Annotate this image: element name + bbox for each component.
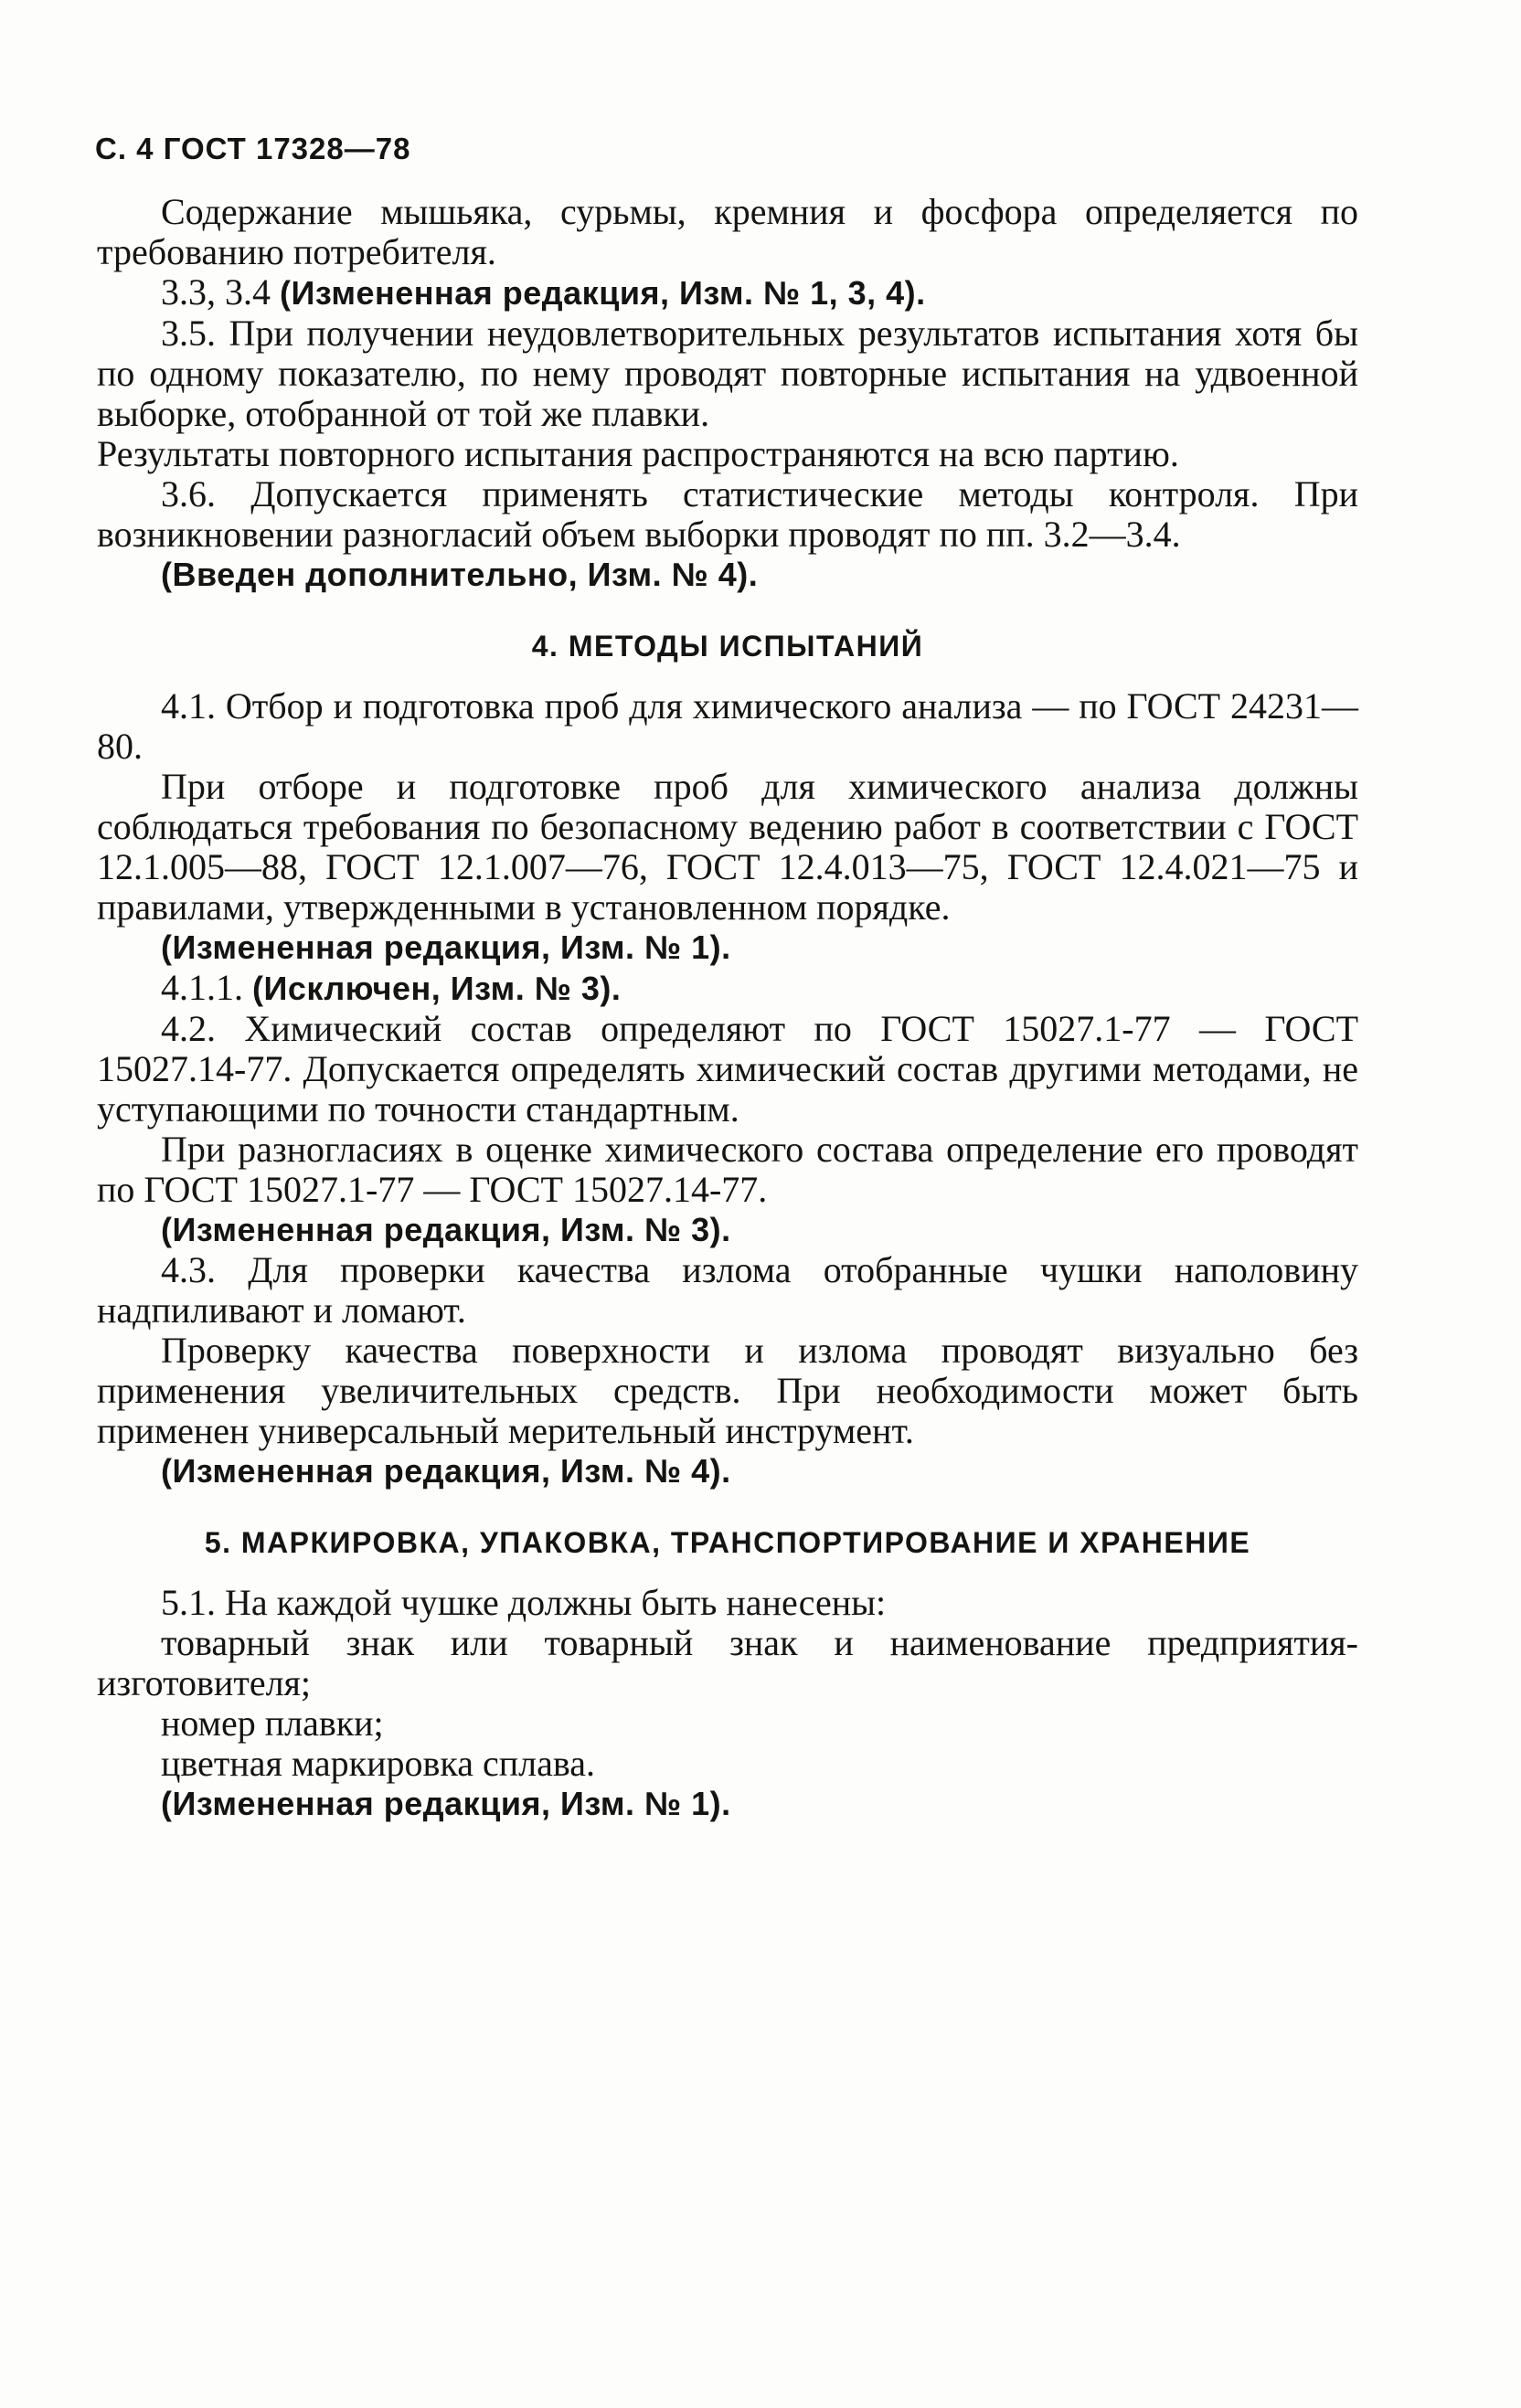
paragraph-3-6: 3.6. Допускается применять статистические методы контроля. При возникновении разногласий объем выборки проводят по пп. 3.2—3.4. [97, 473, 1358, 555]
list-item-melt-number: номер плавки; [161, 1703, 384, 1744]
clause-number: 3.3, 3.4 [161, 271, 280, 313]
amendment-note: (Измененная редакция, Изм. № 1, 3, 4). [280, 274, 926, 312]
section-heading-5: 5. МАРКИРОВКА, УПАКОВКА, ТРАНСПОРТИРОВАНИЕ И ХРАНЕНИЕ [204, 1526, 1251, 1559]
paragraph-retest-results: Результаты повторного испытания распространяются на всю партию. [97, 433, 1179, 474]
page-header: С. 4 ГОСТ 17328—78 [95, 132, 411, 165]
paragraph-3-5: 3.5. При получении неудовлетворительных результатов испытания хотя бы по одному показателю, по нему проводят повторные испытания на удвоенной выборке, отобранной от той же плавки. [97, 313, 1358, 434]
amendment-note: (Измененная редакция, Изм. № 1). [161, 928, 731, 966]
paragraph-3-3 [97, 272, 1358, 313]
paragraph-4-3: 4.3. Для проверки качества излома отобранные чушки наполовину надпиливают и ломают. [97, 1249, 1358, 1331]
paragraph-disputes: При разногласиях в оценке химического состава определение его проводят по ГОСТ 15027.1-77 — ГОСТ 15027.14-77. [97, 1129, 1358, 1210]
paragraph-4-2: 4.2. Химический состав определяют по ГОСТ 15027.1-77 — ГОСТ 15027.14-77. Допускается определять химический состав другими методами, не уступающими по точности стандартным. [97, 1008, 1358, 1130]
list-item-color-marking: цветная маркировка сплава. [161, 1743, 595, 1784]
paragraph-arsenic: Содержание мышьяка, сурьмы, кремния и фосфора определяется по требованию потребителя. [97, 191, 1358, 272]
amendment-note: (Введен дополнительно, Изм. № 4). [161, 556, 759, 593]
amendment-note: (Измененная редакция, Изм. № 1). [161, 1785, 731, 1822]
paragraph-4-1-1 [97, 968, 1358, 1009]
section-heading-4: 4. МЕТОДЫ ИСПЫТАНИЙ [531, 630, 924, 663]
paragraph-safety: При отборе и подготовке проб для химического анализа должны соблюдаться требования по безопасному ведению работ в соответствии с ГОСТ 12.1.005—88, ГОСТ 12.1.007—76, ГОСТ 12.4.013—75, ГОСТ 12.4.021—75 и правилами, утвержденными в установленном порядке. [97, 766, 1358, 928]
paragraph-visual-check: Проверку качества поверхности и излома проводят визуально без применения увеличительных средств. При необходимости может быть применен универсальный мерительный инструмент. [97, 1330, 1358, 1451]
amendment-note: (Измененная редакция, Изм. № 4). [161, 1452, 731, 1490]
paragraph-5-1: 5.1. На каждой чушке должны быть нанесены: [161, 1582, 887, 1623]
list-item-trademark: товарный знак или товарный знак и наименование предприятия-изготовителя; [97, 1622, 1358, 1703]
page-body [97, 192, 1358, 1824]
clause-number: 4.1.1. [161, 967, 252, 1008]
amendment-note: (Исключен, Изм. № 3). [252, 970, 622, 1007]
amendment-note: (Измененная редакция, Изм. № 3). [161, 1211, 731, 1248]
paragraph-4-1: 4.1. Отбор и подготовка проб для химического анализа — по ГОСТ 24231—80. [97, 685, 1358, 767]
